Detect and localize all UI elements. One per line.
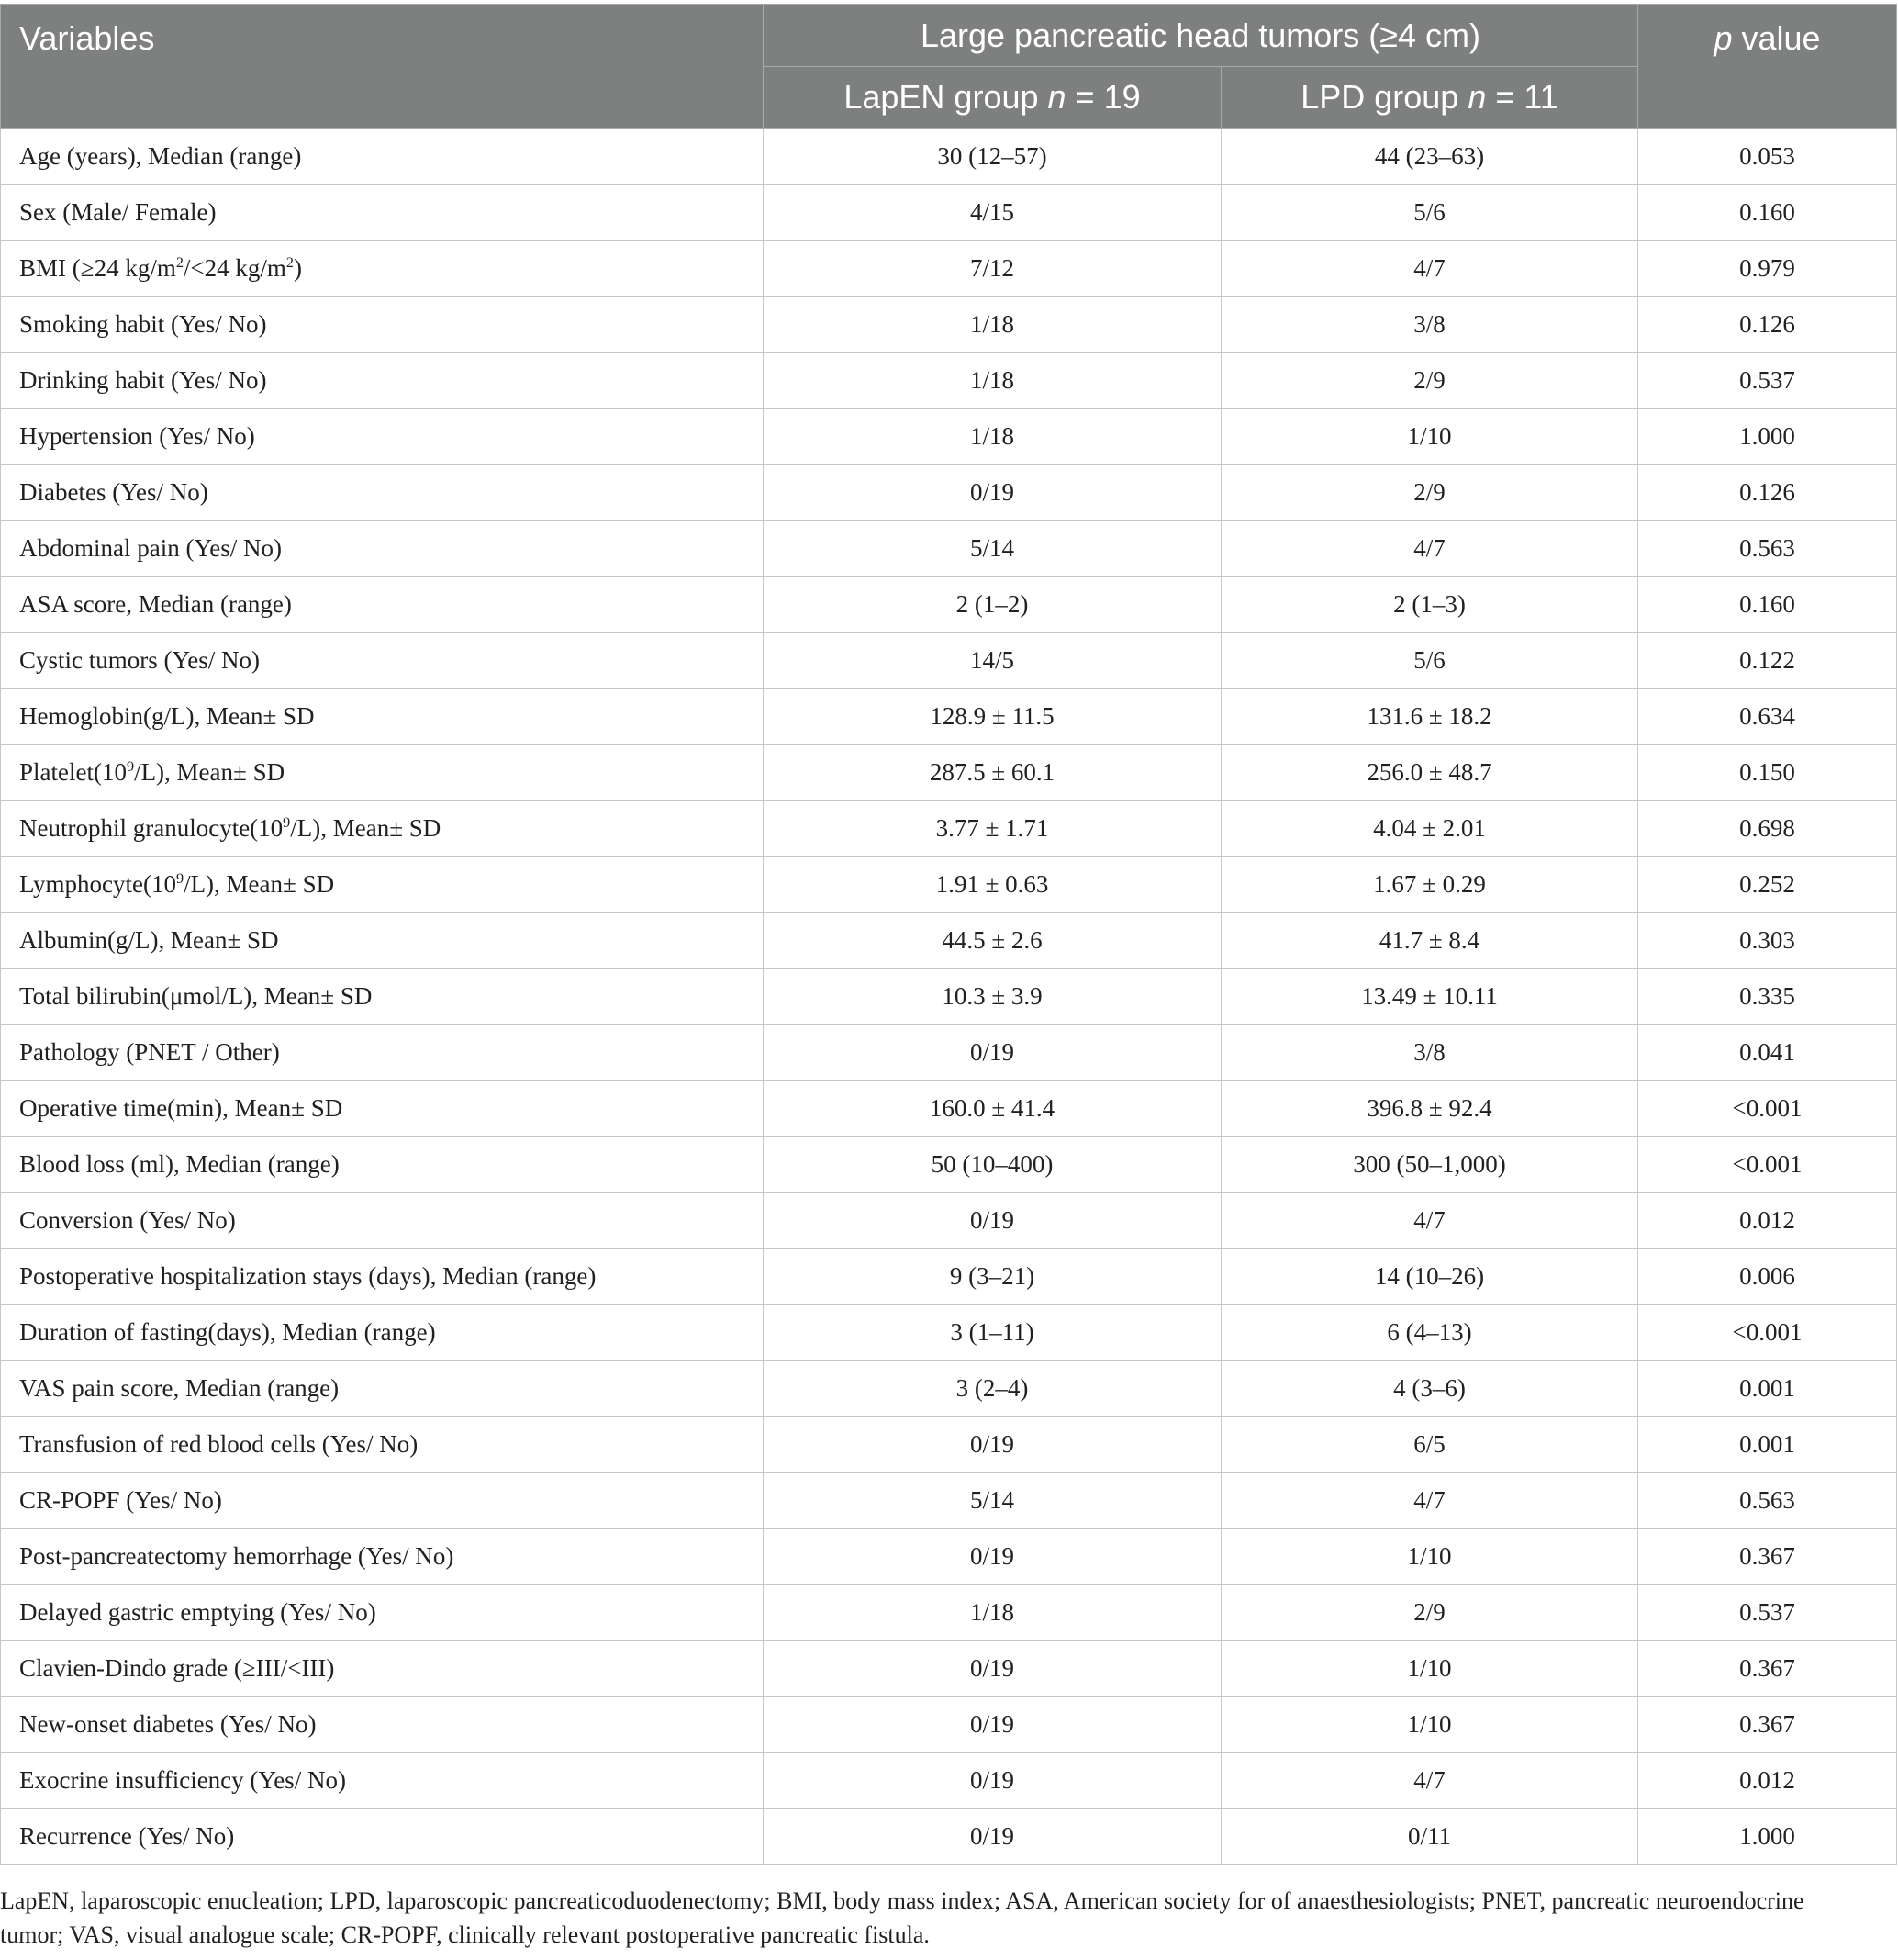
variable-cell: Abdominal pain (Yes/ No): [1, 521, 764, 577]
lapen-value-cell: 5/14: [764, 1473, 1222, 1529]
lpd-value-cell: 4.04 ± 2.01: [1222, 801, 1638, 857]
p-value-cell: <0.001: [1638, 1081, 1897, 1137]
lpd-n-value: = 11: [1486, 78, 1558, 116]
table-row: [1, 1529, 1897, 1585]
lapen-value-cell: 3 (2–4): [764, 1361, 1222, 1417]
lpd-value-cell: 5/6: [1222, 185, 1638, 241]
table-row: [1, 129, 1897, 185]
table-row: [1, 1809, 1897, 1865]
variable-cell: Pathology (PNET / Other): [1, 1025, 764, 1081]
table-row: [1, 801, 1897, 857]
variable-cell: New-onset diabetes (Yes/ No): [1, 1697, 764, 1753]
p-value-cell: 0.006: [1638, 1249, 1897, 1305]
lapen-value-cell: 0/19: [764, 1025, 1222, 1081]
p-value-cell: 0.126: [1638, 465, 1897, 521]
table-row: [1, 577, 1897, 633]
lapen-value-cell: 7/12: [764, 241, 1222, 297]
variable-cell: Drinking habit (Yes/ No): [1, 353, 764, 409]
variables-header-label: Variables: [19, 19, 155, 57]
lpd-value-cell: 4/7: [1222, 1473, 1638, 1529]
lpd-value-cell: 4/7: [1222, 241, 1638, 297]
lpd-value-cell: 5/6: [1222, 633, 1638, 689]
table-row: [1, 1025, 1897, 1081]
lapen-value-cell: 1/18: [764, 409, 1222, 465]
p-value-cell: 0.367: [1638, 1529, 1897, 1585]
lpd-value-cell: 1/10: [1222, 1697, 1638, 1753]
p-value-cell: 0.001: [1638, 1361, 1897, 1417]
variable-cell: Clavien-Dindo grade (≥III/<III): [1, 1641, 764, 1697]
lapen-value-cell: 0/19: [764, 1529, 1222, 1585]
lapen-group-label: LapEN group: [843, 78, 1048, 116]
lapen-value-cell: 1/18: [764, 297, 1222, 353]
p-value-cell: 0.979: [1638, 241, 1897, 297]
lpd-value-cell: 6/5: [1222, 1417, 1638, 1473]
variable-superscript: 2: [175, 253, 184, 271]
p-value-cell: 0.122: [1638, 633, 1897, 689]
variable-cell: [1, 241, 764, 297]
variable-text: /L), Mean± SD: [184, 869, 335, 898]
lpd-value-cell: 131.6 ± 18.2: [1222, 689, 1638, 745]
variable-superscript: 9: [175, 869, 184, 887]
lapen-value-cell: 2 (1–2): [764, 577, 1222, 633]
lpd-value-cell: 256.0 ± 48.7: [1222, 745, 1638, 801]
p-value-cell: 0.012: [1638, 1193, 1897, 1249]
variable-cell: [1, 745, 764, 801]
p-value-cell: 0.634: [1638, 689, 1897, 745]
variable-cell: Age (years), Median (range): [1, 129, 764, 185]
p-value-cell: 0.012: [1638, 1753, 1897, 1809]
lpd-value-cell: 3/8: [1222, 297, 1638, 353]
variable-cell: Duration of fasting(days), Median (range): [1, 1305, 764, 1361]
lapen-value-cell: 1/18: [764, 1585, 1222, 1641]
p-value-cell: 0.537: [1638, 353, 1897, 409]
table-body: [1, 129, 1897, 1865]
lapen-group-header: [764, 67, 1222, 129]
variables-header: [1, 5, 764, 129]
variable-cell: VAS pain score, Median (range): [1, 1361, 764, 1417]
variable-cell: Postoperative hospitalization stays (days), Median (range): [1, 1249, 764, 1305]
variable-cell: Albumin(g/L), Mean± SD: [1, 913, 764, 969]
lapen-value-cell: 0/19: [764, 1193, 1222, 1249]
p-value-cell: 0.303: [1638, 913, 1897, 969]
variable-text: /<24 kg/m: [183, 253, 286, 282]
variable-cell: Sex (Male/ Female): [1, 185, 764, 241]
lapen-value-cell: 287.5 ± 60.1: [764, 745, 1222, 801]
variable-cell: Diabetes (Yes/ No): [1, 465, 764, 521]
lpd-value-cell: 1/10: [1222, 1529, 1638, 1585]
p-value-cell: 0.563: [1638, 521, 1897, 577]
table-row: [1, 913, 1897, 969]
lapen-value-cell: 0/19: [764, 1641, 1222, 1697]
variable-text: /L), Mean± SD: [134, 757, 285, 786]
variable-cell: Delayed gastric emptying (Yes/ No): [1, 1585, 764, 1641]
table-row: [1, 1081, 1897, 1137]
lpd-group-header: [1222, 67, 1638, 129]
lapen-value-cell: 30 (12–57): [764, 129, 1222, 185]
lapen-n-italic: n: [1047, 78, 1066, 116]
p-value-cell: 0.041: [1638, 1025, 1897, 1081]
lapen-value-cell: 5/14: [764, 521, 1222, 577]
lpd-value-cell: 396.8 ± 92.4: [1222, 1081, 1638, 1137]
table-row: [1, 1641, 1897, 1697]
variable-text: Platelet(10: [19, 757, 127, 786]
table-row: [1, 689, 1897, 745]
comparison-table: [0, 4, 1897, 1865]
p-value-header: [1638, 5, 1897, 129]
lapen-value-cell: 50 (10–400): [764, 1137, 1222, 1193]
lapen-value-cell: 0/19: [764, 1697, 1222, 1753]
lpd-value-cell: 14 (10–26): [1222, 1249, 1638, 1305]
p-value-cell: <0.001: [1638, 1305, 1897, 1361]
p-value-header-rest: value: [1732, 19, 1821, 57]
variable-cell: Transfusion of red blood cells (Yes/ No): [1, 1417, 764, 1473]
lpd-group-label: LPD group: [1301, 78, 1468, 116]
header-row-1: [1, 5, 1897, 67]
table-row: [1, 1193, 1897, 1249]
table-row: [1, 465, 1897, 521]
lpd-value-cell: 0/11: [1222, 1809, 1638, 1865]
lpd-value-cell: 6 (4–13): [1222, 1305, 1638, 1361]
variable-cell: Blood loss (ml), Median (range): [1, 1137, 764, 1193]
p-value-cell: 0.698: [1638, 801, 1897, 857]
p-value-header-italic: p: [1714, 19, 1733, 57]
lpd-value-cell: 13.49 ± 10.11: [1222, 969, 1638, 1025]
lapen-value-cell: 0/19: [764, 1753, 1222, 1809]
lpd-value-cell: 2 (1–3): [1222, 577, 1638, 633]
table-footnote: LapEN, laparoscopic enucleation; LPD, laparoscopic pancreaticoduodenectomy; BMI, body mass index; ASA, American society for of anaesthesiologists; PNET, pancreatic neuroendocrine tumor; VAS, visual analogue scale; CR-POPF, clinically relevant postoperative pancreatic fistula.: [0, 1887, 1804, 1948]
variable-cell: Total bilirubin(μmol/L), Mean± SD: [1, 969, 764, 1025]
p-value-cell: 1.000: [1638, 1809, 1897, 1865]
lapen-value-cell: 0/19: [764, 465, 1222, 521]
group-header: [764, 5, 1638, 67]
table-row: [1, 857, 1897, 913]
table-row: [1, 1249, 1897, 1305]
p-value-cell: <0.001: [1638, 1137, 1897, 1193]
lpd-value-cell: 300 (50–1,000): [1222, 1137, 1638, 1193]
variable-cell: [1, 801, 764, 857]
variable-superscript: 2: [285, 253, 294, 271]
variable-cell: [1, 857, 764, 913]
variable-cell: Exocrine insufficiency (Yes/ No): [1, 1753, 764, 1809]
variable-text: Neutrophil granulocyte(10: [19, 813, 284, 842]
table-row: [1, 1473, 1897, 1529]
table-row: [1, 1585, 1897, 1641]
lpd-value-cell: 2/9: [1222, 465, 1638, 521]
variable-cell: Conversion (Yes/ No): [1, 1193, 764, 1249]
p-value-cell: 0.001: [1638, 1417, 1897, 1473]
lapen-value-cell: 160.0 ± 41.4: [764, 1081, 1222, 1137]
table-row: [1, 521, 1897, 577]
p-value-cell: 0.053: [1638, 129, 1897, 185]
lpd-value-cell: 2/9: [1222, 353, 1638, 409]
variable-text: /L), Mean± SD: [290, 813, 441, 842]
lpd-n-italic: n: [1468, 78, 1487, 116]
lapen-value-cell: 0/19: [764, 1809, 1222, 1865]
table-row: [1, 1697, 1897, 1753]
variable-cell: Recurrence (Yes/ No): [1, 1809, 764, 1865]
lapen-value-cell: 0/19: [764, 1417, 1222, 1473]
p-value-cell: 0.563: [1638, 1473, 1897, 1529]
lpd-value-cell: 1/10: [1222, 1641, 1638, 1697]
variable-cell: Operative time(min), Mean± SD: [1, 1081, 764, 1137]
table-row: [1, 1137, 1897, 1193]
variable-cell: Hypertension (Yes/ No): [1, 409, 764, 465]
variable-cell: Post-pancreatectomy hemorrhage (Yes/ No): [1, 1529, 764, 1585]
table-row: [1, 745, 1897, 801]
lapen-value-cell: 1.91 ± 0.63: [764, 857, 1222, 913]
table-row: [1, 241, 1897, 297]
variable-text: Lymphocyte(10: [19, 869, 176, 898]
lpd-value-cell: 4/7: [1222, 1753, 1638, 1809]
p-value-cell: 0.537: [1638, 1585, 1897, 1641]
table-row: [1, 409, 1897, 465]
table-row: [1, 353, 1897, 409]
variable-cell: ASA score, Median (range): [1, 577, 764, 633]
lapen-value-cell: 3 (1–11): [764, 1305, 1222, 1361]
p-value-cell: 0.367: [1638, 1641, 1897, 1697]
p-value-cell: 0.252: [1638, 857, 1897, 913]
p-value-cell: 0.150: [1638, 745, 1897, 801]
variable-cell: CR-POPF (Yes/ No): [1, 1473, 764, 1529]
table-row: [1, 297, 1897, 353]
table-row: [1, 1361, 1897, 1417]
lapen-value-cell: 44.5 ± 2.6: [764, 913, 1222, 969]
lapen-n-value: = 19: [1066, 78, 1141, 116]
lpd-value-cell: 1/10: [1222, 409, 1638, 465]
lpd-value-cell: 2/9: [1222, 1585, 1638, 1641]
lpd-value-cell: 1.67 ± 0.29: [1222, 857, 1638, 913]
p-value-cell: 0.160: [1638, 577, 1897, 633]
lpd-value-cell: 4 (3–6): [1222, 1361, 1638, 1417]
lapen-value-cell: 9 (3–21): [764, 1249, 1222, 1305]
group-header-label: Large pancreatic head tumors (≥4 cm): [920, 16, 1481, 54]
variable-superscript: 9: [283, 813, 291, 831]
lpd-value-cell: 4/7: [1222, 1193, 1638, 1249]
lapen-value-cell: 1/18: [764, 353, 1222, 409]
p-value-cell: 0.126: [1638, 297, 1897, 353]
lapen-value-cell: 3.77 ± 1.71: [764, 801, 1222, 857]
lapen-value-cell: 128.9 ± 11.5: [764, 689, 1222, 745]
lpd-value-cell: 3/8: [1222, 1025, 1638, 1081]
variable-superscript: 9: [126, 757, 135, 775]
lpd-value-cell: 4/7: [1222, 521, 1638, 577]
p-value-cell: 1.000: [1638, 409, 1897, 465]
comparison-table-container: [0, 4, 1896, 1865]
lapen-value-cell: 4/15: [764, 185, 1222, 241]
table-header: [1, 5, 1897, 129]
lpd-value-cell: 41.7 ± 8.4: [1222, 913, 1638, 969]
table-row: [1, 185, 1897, 241]
variable-cell: Cystic tumors (Yes/ No): [1, 633, 764, 689]
p-value-cell: 0.160: [1638, 185, 1897, 241]
table-row: [1, 969, 1897, 1025]
variable-cell: Hemoglobin(g/L), Mean± SD: [1, 689, 764, 745]
table-row: [1, 1305, 1897, 1361]
p-value-cell: 0.335: [1638, 969, 1897, 1025]
variable-text: ): [294, 253, 302, 282]
table-row: [1, 633, 1897, 689]
table-row: [1, 1753, 1897, 1809]
p-value-cell: 0.367: [1638, 1697, 1897, 1753]
variable-cell: Smoking habit (Yes/ No): [1, 297, 764, 353]
lapen-value-cell: 14/5: [764, 633, 1222, 689]
table-row: [1, 1417, 1897, 1473]
lapen-value-cell: 10.3 ± 3.9: [764, 969, 1222, 1025]
variable-text: BMI (≥24 kg/m: [19, 253, 176, 282]
lpd-value-cell: 44 (23–63): [1222, 129, 1638, 185]
